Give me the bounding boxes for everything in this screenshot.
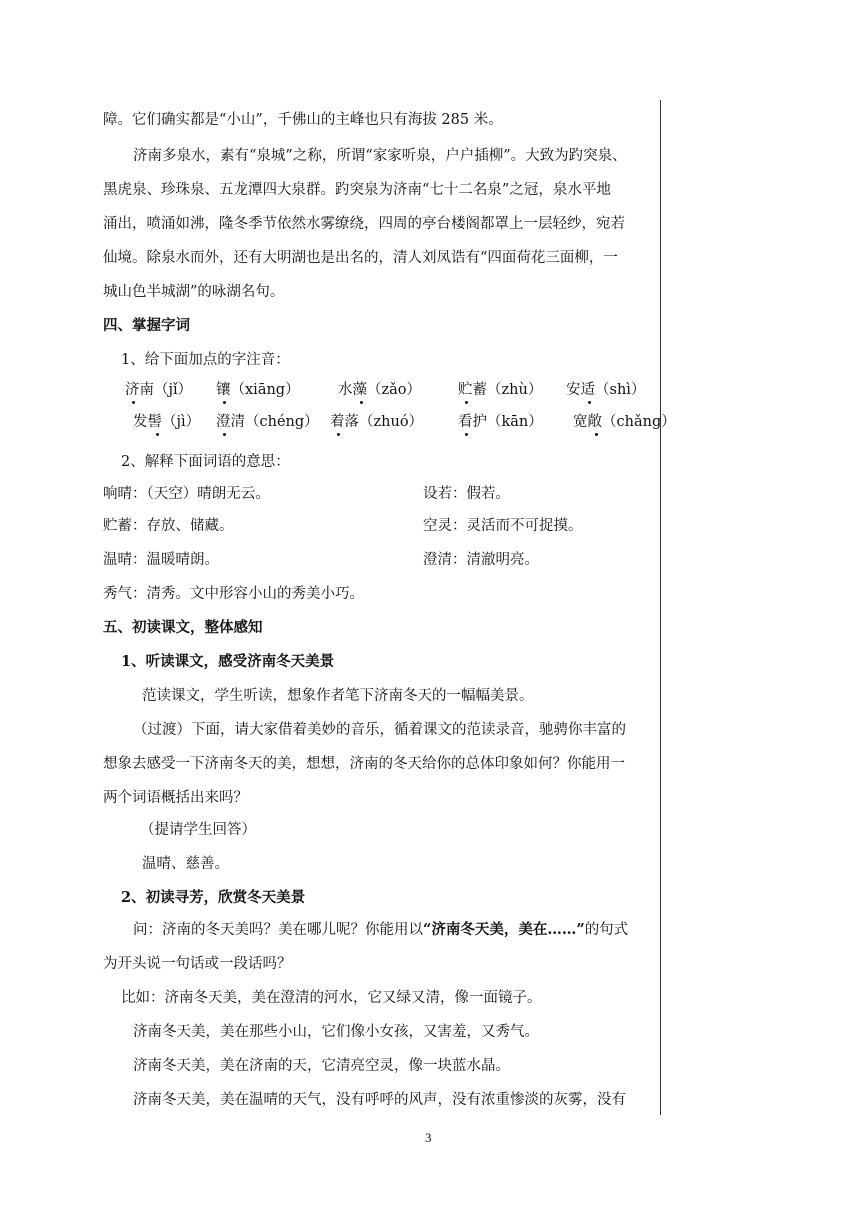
section-heading: 四、掌握字词 <box>103 317 190 334</box>
paragraph-line: 仙境。除泉水而外，还有大明湖也是出名的，清人刘凤诰有“四面荷花三面柳，一 <box>103 250 618 266</box>
question-text: 的句式 <box>584 922 629 938</box>
paragraph-line: 温晴、慈善。 <box>142 856 229 872</box>
example-line: 比如：济南冬天美，美在澄清的河水，它又绿又清，像一面镜子。 <box>121 990 542 1006</box>
definition: 温晴：温暖晴朗。 <box>103 552 219 568</box>
paragraph-line: 想象去感受一下济南冬天的美，想想，济南的冬天给你的总体印象如何？你能用一 <box>103 756 625 772</box>
pinyin-item: 着落（zhuó） <box>330 414 424 430</box>
emphasis-dot <box>337 433 340 436</box>
pinyin-item: 贮蓄（zhù） <box>458 382 543 398</box>
pinyin-item: 镶（xiāng） <box>216 382 300 398</box>
emphasis-dot <box>588 401 591 404</box>
paragraph-line: 济南多泉水，素有“泉城”之称，所谓“家家听泉，户户插柳”。大致为趵突泉、 <box>133 148 627 164</box>
example-line: 济南冬天美，美在济南的天，它清亮空灵，像一块蓝水晶。 <box>133 1058 510 1074</box>
emphasis-dot <box>595 433 598 436</box>
example-line: 济南冬天美，美在那些小山，它们像小女孩，又害羞，又秀气。 <box>133 1024 539 1040</box>
emphasis-dot <box>360 401 363 404</box>
pinyin-item: 济南（jǐ） <box>125 382 193 398</box>
emphasis-dot <box>465 401 468 404</box>
pinyin-item: 澄清（chéng） <box>216 414 319 430</box>
question-text: 问：济南的冬天美吗？美在哪儿呢？你能用以 <box>133 922 423 938</box>
sentence-pattern: “济南冬天美，美在……” <box>423 921 585 938</box>
example-line: 济南冬天美，美在温晴的天气，没有呼呼的风声，没有浓重惨淡的灰雾，没有 <box>133 1092 626 1108</box>
definition: 空灵：灵活而不可捉摸。 <box>423 518 583 534</box>
question-label: 2、解释下面词语的意思： <box>121 454 290 470</box>
paragraph-line: 涌出，喷涌如沸，隆冬季节依然水雾缭绕，四周的亭台楼阁都罩上一层轻纱，宛若 <box>103 216 625 232</box>
pinyin-item: 水藻（zǎo） <box>338 382 422 398</box>
paragraph-line: 黑虎泉、珍珠泉、五龙潭四大泉群。趵突泉为济南“七十二名泉”之冠，泉水平地 <box>103 182 611 198</box>
definition: 秀气：清秀。文中形容小山的秀美小巧。 <box>103 586 364 602</box>
emphasis-dot <box>156 433 159 436</box>
paragraph-line: 范读课文，学生听读，想象作者笔下济南冬天的一幅幅美景。 <box>142 688 534 704</box>
pinyin-item: 安适（shì） <box>566 382 646 398</box>
definition: 澄清：清澈明亮。 <box>423 552 539 568</box>
paragraph-line <box>133 920 628 940</box>
definition: 响晴：（天空）晴朗无云。 <box>103 486 270 502</box>
paragraph-line: （提请学生回答） <box>140 822 256 838</box>
subsection-heading: 2、初读寻芳，欣赏冬天美景 <box>121 889 306 906</box>
pinyin-item: 发髻（jì） <box>133 414 201 430</box>
section-heading: 五、初读课文，整体感知 <box>103 619 263 636</box>
emphasis-dot <box>223 401 226 404</box>
table-border-line <box>660 100 661 1115</box>
paragraph-line: 城山色半城湖”的咏湖名句。 <box>103 284 285 300</box>
paragraph-line: 障。它们确实都是“小山”，千佛山的主峰也只有海拔 285 米。 <box>103 112 503 128</box>
definition: 设若：假若。 <box>423 486 510 502</box>
paragraph-line: 为开头说一句话或一段话吗？ <box>103 956 292 972</box>
question-label: 1、给下面加点的字注音： <box>121 352 290 368</box>
page-number: 3 <box>425 1130 432 1145</box>
pinyin-item: 看护（kān） <box>458 414 543 430</box>
emphasis-dot <box>223 433 226 436</box>
emphasis-dot <box>132 401 135 404</box>
paragraph-line: 两个词语概括出来吗？ <box>103 790 248 806</box>
definition: 贮蓄：存放、储藏。 <box>103 518 234 534</box>
subsection-heading: 1、听读课文，感受济南冬天美景 <box>121 653 335 670</box>
emphasis-dot <box>465 433 468 436</box>
pinyin-item: 宽敞（chǎng） <box>573 414 676 430</box>
paragraph-line: （过渡）下面，请大家借着美妙的音乐，循着课文的范读录音，驰骋你丰富的 <box>133 722 626 738</box>
